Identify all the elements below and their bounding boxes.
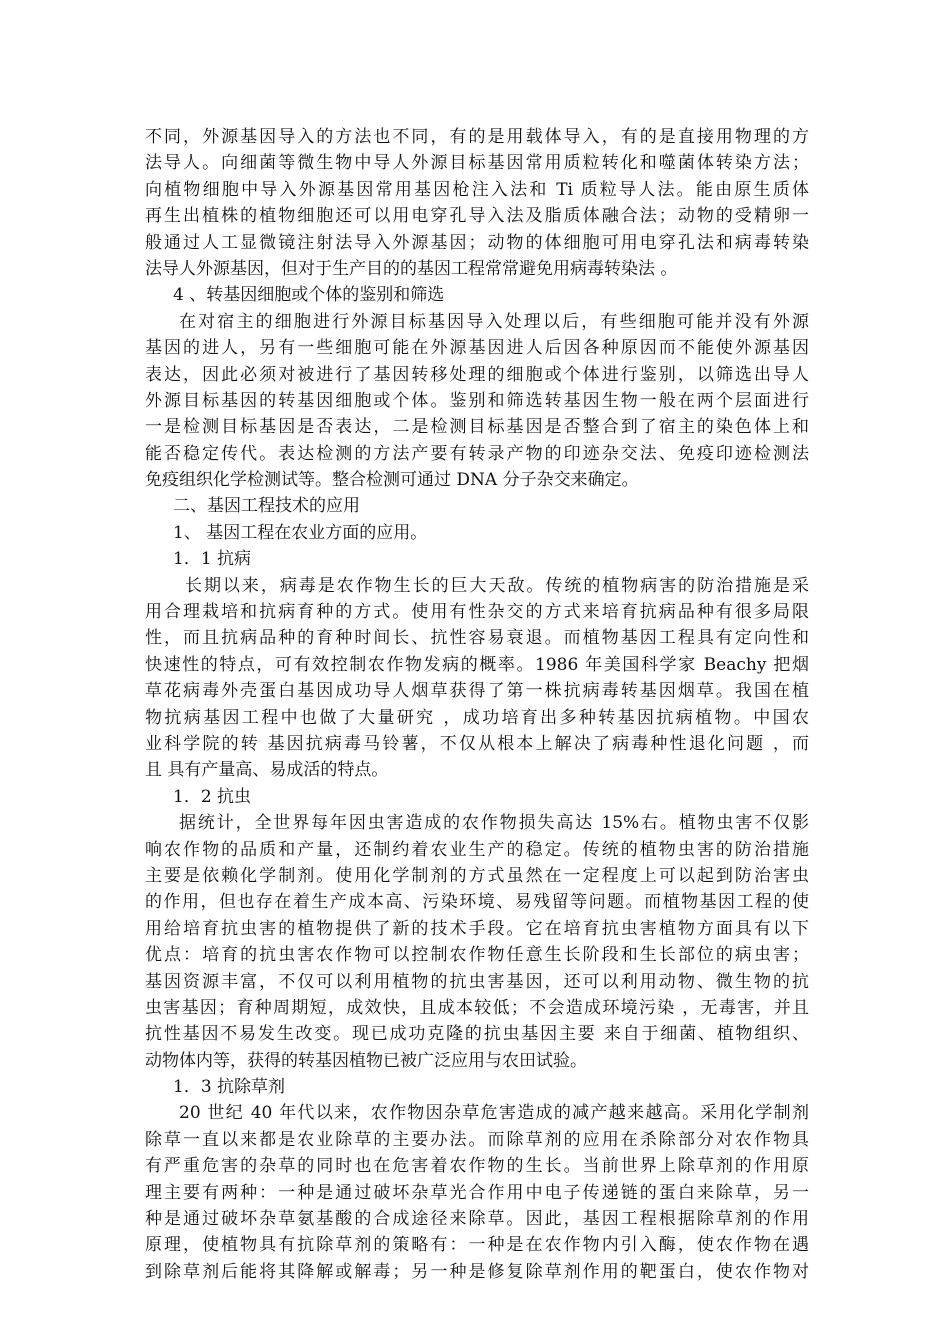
text-line: 据统计，全世界每年因虫害造成的农作物损失高达 15%右。植物虫害不仅影: [179, 813, 809, 834]
text-line: 20 世纪 40 年代以来，农作物因杂草危害造成的减产越来越高。采用化学制剂: [179, 1103, 809, 1124]
text-line: 种是通过破坏杂草氨基酸的合成途径来除草。因此，基因工程根据除草剂的作用: [145, 1209, 809, 1230]
subsection-heading: 1．1 抗病: [173, 549, 252, 570]
text-line: 有严重危害的杂草的同时也在危害着农作物的生长。当前世界上除草剂的作用原: [145, 1156, 809, 1177]
text-line: 用合理栽培和抗病育种的方式。使用有性杂交的方式来培育抗病品种有很多局限: [145, 602, 809, 623]
text-line: 般通过人工显微镜注射法导入外源基因；动物的体细胞可用电穿孔法和病毒转染: [145, 232, 809, 253]
text-line: 表达，因此必须对被进行了基因转移处理的细胞或个体进行鉴别，以筛选出导人: [145, 364, 809, 385]
text-line: 长期以来，病毒是农作物生长的巨大天敌。传统的植物病害的防治措施是采: [185, 575, 809, 596]
text-line: 虫害基因；育种周期短，成效快，且成本较低；不会造成环境污染 ，无毒害，并且: [145, 997, 809, 1018]
section-heading: 二、基因工程技术的应用: [173, 496, 360, 517]
text-line: 一是检测目标基因是否表达，二是检测目标基因是否整合到了宿主的染色体上和: [145, 417, 809, 438]
text-line: 到除草剂后能将其降解或解毒；另一种是修复除草剂作用的靶蛋白，使农作物对: [145, 1261, 809, 1282]
text-line: 理主要有两种：一种是通过破坏杂草光合作用中电子传递链的蛋白来除草，另一: [145, 1182, 809, 1203]
text-line: 优点：培育的抗虫害农作物可以控制农作物任意生长阶段和生长部位的病虫害；: [145, 945, 809, 966]
text-line: 用给培育抗虫害的植物提供了新的技术手段。它在培育抗虫害植物方面具有以下: [145, 918, 809, 939]
text-line: 基因资源丰富，不仅可以利用植物的抗虫害基因，还可以利用动物、微生物的抗: [145, 971, 809, 992]
text-line: 动物体内等，获得的转基因植物已被广泛应用与农田试验。: [145, 1050, 587, 1071]
text-line: 草花病毒外壳蛋白基因成功导人烟草获得了第一株抗病毒转基因烟草。我国在植: [145, 681, 809, 702]
text-line: 物抗病基因工程中也做了大量研究 ，成功培育出多种转基因抗病植物。中国农: [145, 707, 809, 728]
text-line: 且 具有产量高、易成活的特点。: [145, 760, 389, 781]
text-line: 业科学院的转 基因抗病毒马铃薯，不仅从根本上解决了病毒种性退化问题 ，而: [145, 733, 809, 754]
text-line: 向植物细胞中导入外源基因常用基因枪注入法和 Ti 质粒导人法。能由原生质体: [145, 179, 809, 200]
text-line: 不同，外源基因导入的方法也不同，有的是用载体导入，有的是直接用物理的方: [145, 127, 809, 147]
text-line: 法导人。向细菌等微生物中导人外源目标基因常用质粒转化和噬菌体转染方法；: [145, 153, 809, 174]
document-page: [145, 124, 809, 1285]
text-line: 除草一直以来都是农业除草的主要办法。而除草剂的应用在杀除部分对农作物具: [145, 1129, 809, 1150]
section-heading: 1、 基因工程在农业方面的应用。: [173, 522, 428, 543]
text-line: 快速性的特点，可有效控制农作物发病的概率。1986 年美国科学家 Beachy 把烟: [145, 654, 809, 675]
subsection-heading: 1．3 抗除草剂: [173, 1077, 286, 1098]
text-line: 性，而且抗病品种的育种时间长、抗性容易衰退。而植物基因工程具有定向性和: [145, 628, 809, 649]
text-line: 能否稳定传代。表达检测的方法产要有转录产物的印迹杂交法、免疫印迹检测法: [145, 443, 809, 464]
text-line: 响农作物的品质和产量，还制约着农业生产的稳定。传统的植物虫害的防治措施: [145, 839, 809, 860]
text-line: 主要是依赖化学制剂。使用化学制剂的方式虽然在一定程度上可以起到防治害虫: [145, 865, 809, 886]
text-line: 再生出植株的植物细胞还可以用电穿孔导入法及脂质体融合法；动物的受精卵一: [145, 206, 809, 227]
text-line: 基因的进人，另有一些细胞可能在外源基因进人后因各种原因而不能使外源基因: [145, 338, 809, 359]
text-line: 在对宿主的细胞进行外源目标基因导入处理以后，有些细胞可能并没有外源: [179, 311, 809, 332]
text-line: 的作用，但也存在着生产成本高、污染环境、易残留等问题。而植物基因工程的使: [145, 892, 809, 913]
text-line: 免疫组织化学检测试等。整合检测可通过 DNA 分子杂交来确定。: [145, 470, 639, 491]
section-heading: 4 、转基因细胞或个体的鉴别和筛选: [173, 285, 445, 306]
text-line: 外源目标基因的转基因细胞或个体。鉴别和筛选转基因生物一般在两个层面进行: [145, 390, 809, 411]
text-line: 法导人外源基因，但对于生产目的的基因工程常常避免用病毒转染法 。: [145, 258, 678, 279]
text-line: 抗性基因不易发生改变。现已成功克隆的抗虫基因主要 来自于细菌、植物组织、: [145, 1024, 809, 1045]
text-line: 原理，使植物具有抗除草剂的策略有：一种是在农作物内引入酶，使农作物在遇: [145, 1235, 809, 1256]
subsection-heading: 1．2 抗虫: [173, 786, 252, 807]
